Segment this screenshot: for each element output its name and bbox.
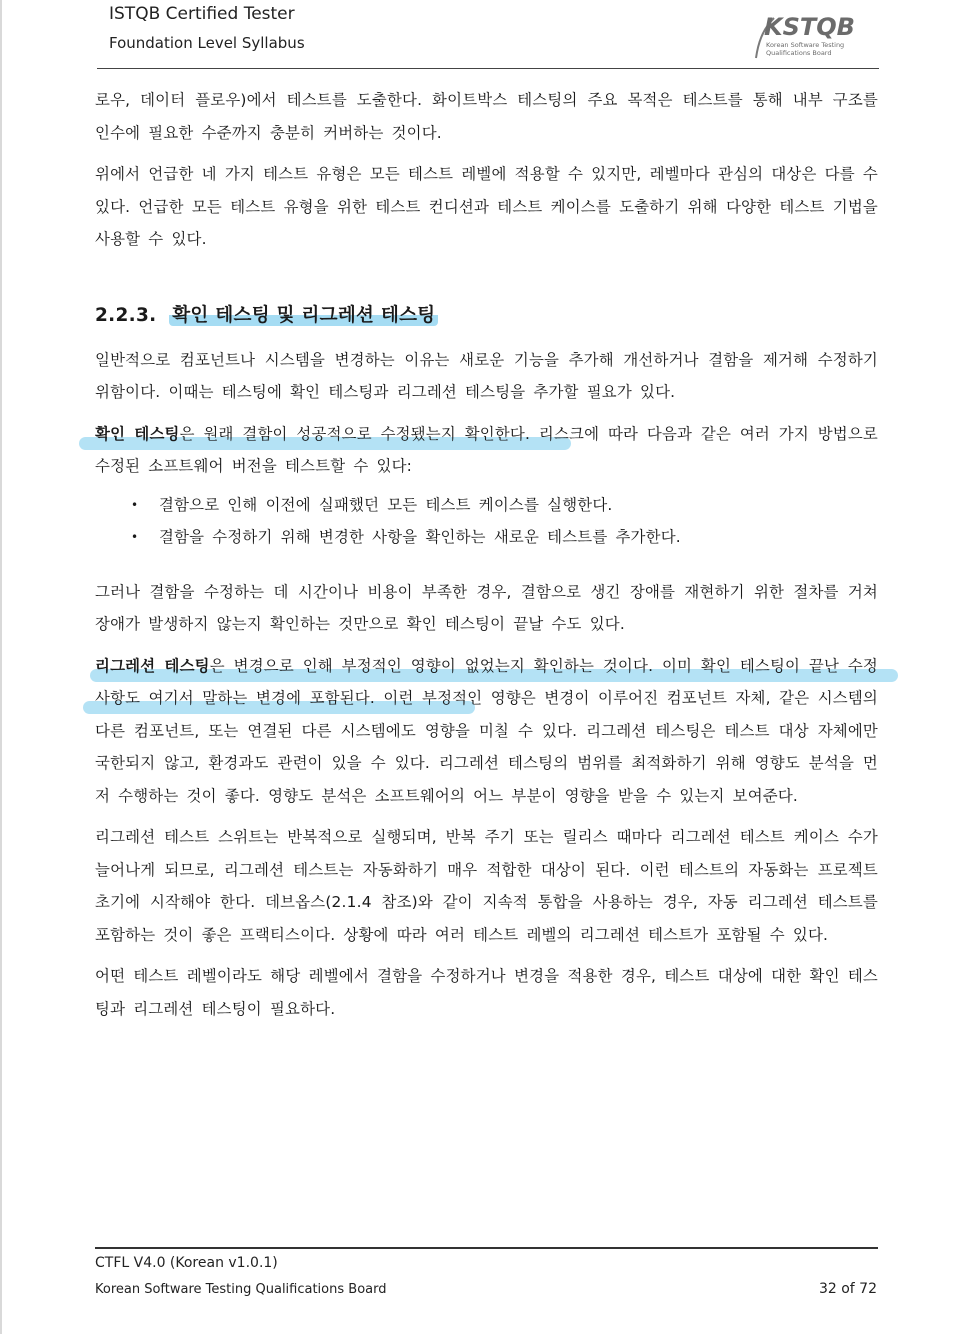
paragraph-change-intro: 일반적으로 컴포넌트나 시스템을 변경하는 이유는 새로운 기능을 추가해 개선하거나 결함을 제거해 수정하기 위함이다. 이때는 테스팅에 확인 테스팅과 리그레션 테스팅을 추가할 필요가 있다. xyxy=(95,350,878,401)
list-item: • 결함으로 인해 이전에 실패했던 모든 테스트 케이스를 실행한다. xyxy=(131,495,613,514)
page-content xyxy=(95,84,878,1025)
kstqb-logo xyxy=(752,8,862,60)
regression-testing-text: 은 변경으로 인해 부정적인 영향이 없었는지 확인하는 것이다. 이미 확인 테스팅이 끝난 수정 사항도 여기서 말하는 변경에 포함된다. 이런 부정적인 영향은 변경이 이루어진 컴포넌트 자체, 같은 시스템의 다른 컴포넌트, 또는 연결된 다른 시스템에도 영향을 미칠 수 있다. 리그레션 테스팅은 테스트 대상 자체에만 국한되지 않고, 환경과도 관련이 있을 수 있다. 리그레션 테스팅의 범위를 최적화하기 위해 영향도 분석을 먼저 수행하는 것이 좋다. 영향도 분석은 소프트웨어의 어느 부분이 영향을 받을 수 있는지 보여준다. xyxy=(95,656,878,805)
term-regression-testing: 리그레션 테스팅 xyxy=(95,656,210,675)
paragraph-limited-confirmation: 그러나 결함을 수정하는 데 시간이나 비용이 부족한 경우, 결함으로 생긴 장애를 재현하기 위한 절차를 거쳐 장애가 발생하지 않는지 확인하는 것만으로 확인 테스팅이 끝날 수도 있다. xyxy=(95,582,878,633)
confirmation-testing-text: 은 원래 결함이 성공적으로 수정됐는지 확인한다. 리스크에 따라 다음과 같은 여러 가지 방법으로 수정된 소프트웨어 버전을 테스트할 수 있다: xyxy=(95,424,878,475)
paragraph-conclusion: 어떤 테스트 레벨이라도 해당 레벨에서 결함을 수정하거나 변경을 적용한 경우, 테스트 대상에 대한 확인 테스팅과 리그레션 테스팅이 필요하다. xyxy=(95,967,878,1018)
logo-subtitle-1: Korean Software Testing xyxy=(766,41,845,49)
paragraph-confirmation-testing xyxy=(95,418,878,483)
footer-version: CTFL V4.0 (Korean v1.0.1) xyxy=(95,1255,278,1271)
list-item: • 결함을 수정하기 위해 변경한 사항을 확인하는 새로운 테스트를 추가한다. xyxy=(131,528,681,546)
header-title: ISTQB Certified Tester xyxy=(109,4,295,24)
paragraph-whitebox: 로우, 데이터 플로우)에서 테스트를 도출한다. 화이트박스 테스팅의 주요 목적은 테스트를 통해 내부 구조를 인수에 필요한 수준까지 충분히 커버하는 것이다. xyxy=(95,91,878,142)
section-heading xyxy=(95,297,878,335)
header-subtitle: Foundation Level Syllabus xyxy=(109,34,305,52)
term-confirmation-testing: 확인 테스팅 xyxy=(95,424,180,443)
logo-text: KSTQB xyxy=(764,13,855,41)
paragraph-regression-automation: 리그레션 테스트 스위트는 반복적으로 실행되며, 반복 주기 또는 릴리스 때마다 리그레션 테스트 케이스 수가 늘어나게 되므로, 리그레션 테스트는 자동화하기 매우 적합한 대상이 된다. 이런 테스트의 자동화는 프로젝트 초기에 시작해야 한다. 데브옵스(2.1.4 참조)와 같이 지속적 통합을 사용하는 경우, 자동 리그레션 테스트를 포함하는 것이 좋은 프랙티스이다. 상황에 따라 여러 테스트 레벨의 리그레션 테스트가 포함될 수 있다. xyxy=(95,828,878,944)
page-edge xyxy=(0,0,2,1334)
header-divider xyxy=(97,68,879,69)
page-number xyxy=(819,1281,877,1297)
page-of: of xyxy=(841,1281,855,1297)
footer-divider xyxy=(95,1247,878,1249)
confirmation-methods-list xyxy=(95,489,878,554)
page-current: 32 xyxy=(818,1281,837,1297)
footer-organization: Korean Software Testing Qualifications Board xyxy=(95,1282,387,1297)
paragraph-regression-testing xyxy=(95,650,878,813)
section-title: 확인 테스팅 및 리그레션 테스팅 xyxy=(169,305,438,326)
section-number: 2.2.3. xyxy=(95,304,157,326)
paragraph-test-types: 위에서 언급한 네 가지 테스트 유형은 모든 테스트 레벨에 적용할 수 있지만, 레벨마다 관심의 대상은 다를 수 있다. 언급한 모든 테스트 유형을 위한 테스트 컨디션과 테스트 케이스를 도출하기 위해 다양한 테스트 기법을 사용할 수 있다. xyxy=(95,165,878,248)
page-total: 72 xyxy=(859,1281,877,1297)
logo-subtitle-2: Qualifications Board xyxy=(766,49,832,57)
